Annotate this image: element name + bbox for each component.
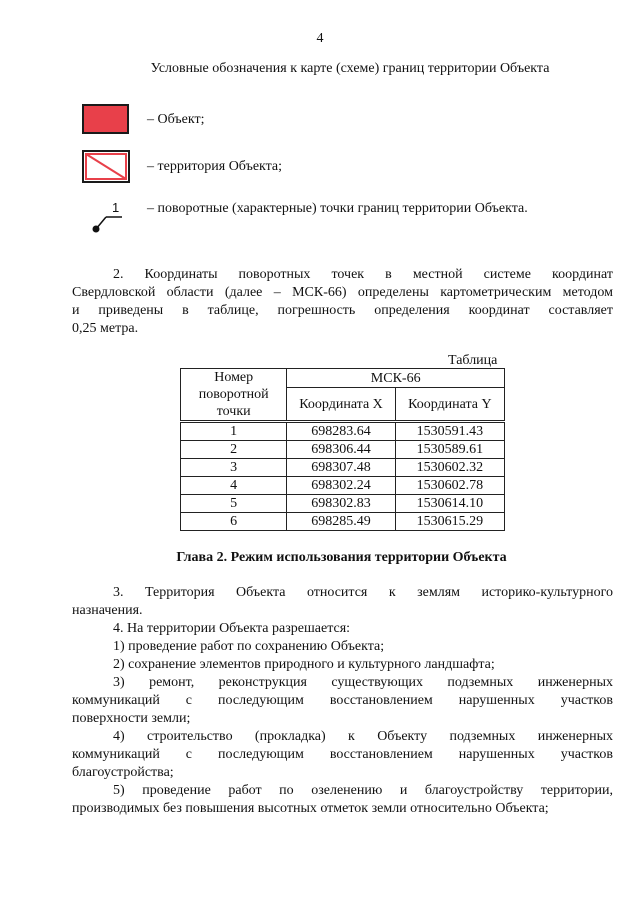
cell-y: 1530591.43 xyxy=(395,422,504,441)
item4-line1: 4) строительство (прокладка) к Объекту подземных инженерных xyxy=(113,729,613,744)
item5-line2: производимых без повышения высотных отметок земли относительно Объекта; xyxy=(72,801,549,816)
item4-line3: благоустройства; xyxy=(72,765,174,780)
cell-y: 1530602.78 xyxy=(395,477,504,495)
section2-line2: Свердловской области (далее – МСК-66) определены картометрическим методом xyxy=(72,285,613,300)
item3-line1: 3) ремонт, реконструкция существующих подземных инженерных xyxy=(113,675,613,690)
object-legend-icon xyxy=(82,104,129,134)
item2: 2) сохранение элементов природного и культурного ландшафта; xyxy=(113,657,495,672)
cell-x: 698306.44 xyxy=(287,441,395,459)
para3-line1: 3. Территория Объекта относится к землям историко-культурного xyxy=(113,585,613,600)
coordinates-table xyxy=(180,368,505,531)
section2-line1: 2. Координаты поворотных точек в местной системе координат xyxy=(113,267,613,282)
header-point-number: Номер поворотной точки xyxy=(181,369,287,422)
territory-legend-icon xyxy=(82,150,132,184)
para3-line2: назначения. xyxy=(72,603,143,618)
table-row xyxy=(181,459,505,477)
cell-point: 2 xyxy=(181,441,287,459)
cell-point: 6 xyxy=(181,513,287,531)
cell-point: 5 xyxy=(181,495,287,513)
cell-x: 698307.48 xyxy=(287,459,395,477)
item1: 1) проведение работ по сохранению Объекта; xyxy=(113,639,385,654)
header-y: Координата Y xyxy=(395,388,504,422)
cell-point: 3 xyxy=(181,459,287,477)
turning-point-icon xyxy=(90,198,130,236)
header-x: Координата X xyxy=(287,388,395,422)
cell-y: 1530614.10 xyxy=(395,495,504,513)
cell-y: 1530589.61 xyxy=(395,441,504,459)
table-row xyxy=(181,441,505,459)
section2-line3: и приведены в таблице, погрешность определения координат составляет xyxy=(72,303,613,318)
legend-item-territory: – территория Объекта; xyxy=(147,159,283,174)
table-row xyxy=(181,477,505,495)
item4-line2: коммуникаций с последующим восстановлением нарушенных участков xyxy=(72,747,613,762)
legend-item-object: – Объект; xyxy=(147,112,205,127)
para4: 4. На территории Объекта разрешается: xyxy=(113,621,351,636)
page-number: 4 xyxy=(316,31,324,46)
cell-x: 698285.49 xyxy=(287,513,395,531)
section2-line4: 0,25 метра. xyxy=(72,321,139,336)
item5-line1: 5) проведение работ по озеленению и благоустройству территории, xyxy=(113,783,613,798)
legend-item-turning-points: – поворотные (характерные) точки границ территории Объекта. xyxy=(147,201,528,216)
cell-x: 698302.83 xyxy=(287,495,395,513)
cell-y: 1530615.29 xyxy=(395,513,504,531)
item3-line3: поверхности земли; xyxy=(72,711,191,726)
cell-point: 4 xyxy=(181,477,287,495)
table-row xyxy=(181,495,505,513)
table-caption: Таблица xyxy=(448,353,498,368)
cell-y: 1530602.32 xyxy=(395,459,504,477)
item3-line2: коммуникаций с последующим восстановлением нарушенных участков xyxy=(72,693,613,708)
cell-x: 698302.24 xyxy=(287,477,395,495)
table-row xyxy=(181,513,505,531)
turning-point-label: 1 xyxy=(112,200,120,215)
legend-title: Условные обозначения к карте (схеме) границ территории Объекта xyxy=(150,61,550,76)
header-system: МСК-66 xyxy=(287,369,505,388)
cell-point: 1 xyxy=(181,422,287,441)
cell-x: 698283.64 xyxy=(287,422,395,441)
chapter2-title: Глава 2. Режим использования территории Объекта xyxy=(176,550,507,565)
table-row xyxy=(181,422,505,441)
